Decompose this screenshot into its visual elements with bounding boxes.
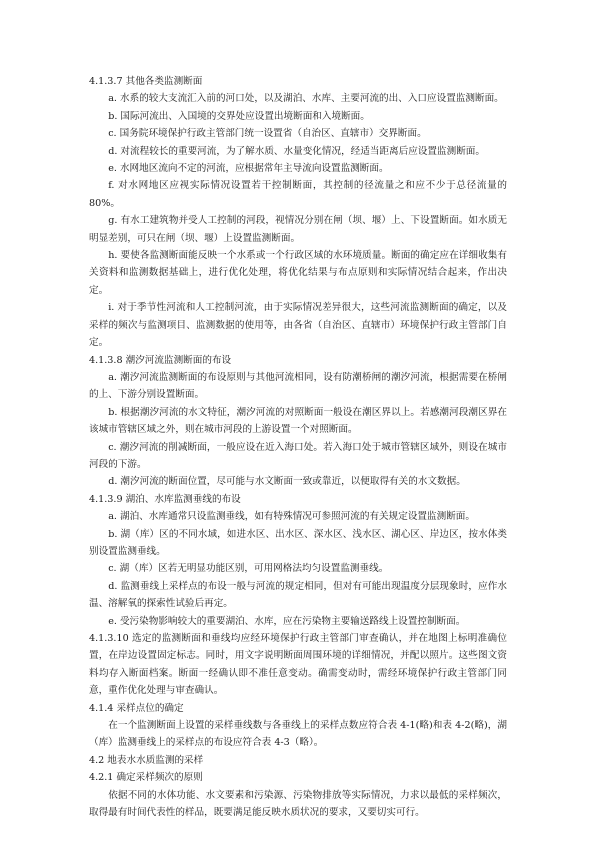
paragraph-a-tributary: a. 水系的较大支流汇入前的河口处，以及湖泊、水库、主要河流的出、入口应设置监测断面。 [108,93,504,105]
heading-4-1-3-7: 4.1.3.7 其他各类监测断面 [89,76,203,87]
paragraph-d-long-river: d. 对流程较长的重要河流，为了解水质、水量变化情况，经适当距离后应设置监测断面。 [108,145,485,157]
paragraph-h-regional-quality: h. 要使各监测断面能反映一个水系或一个行政区域的水环境质量。断面的确定应在详细收集有关资料和监测数据基础上，进行优化处理，将优化结果与布点原则和实际情况结合起来，作出决定。 [89,250,507,296]
paragraph-b-international: b. 国际河流出、入国境的交界处应设置出境断面和入境断面。 [108,110,370,122]
paragraph-lake-a: a. 湖泊、水库通常只设监测垂线，如有特殊情况可参照河流的有关规定设置监测断面。 [108,511,475,523]
heading-4-2: 4.2 地表水水质监测的采样 [89,754,204,766]
heading-4-1-4: 4.1.4 采样点位的确定 [89,702,184,714]
paragraph-tidal-a: a. 潮汐河流监测断面的布设原则与其他河流相同，设有防潮桥闸的潮汐河流，根据需要在桥闸的上、下游分别设置断面。 [89,371,507,401]
paragraph-e-water-network: e. 水网地区流向不定的河流，应根据常年主导流向设置监测断面。 [108,163,389,175]
paragraph-c-provincial: c. 国务院环境保护行政主管部门统一设置省（自治区、直辖市）交界断面。 [108,128,427,140]
paragraph-lake-e: e. 受污染物影响较大的重要湖泊、水库，应在污染物主要输送路线上设置控制断面。 [108,615,466,627]
paragraph-sampling-points: 在一个监测断面上设置的采样垂线数与各垂线上的采样点数应符合表 4-1(略)和表 4-2(略)，湖（库）监测垂线上的采样点的布设应符合表 4-3（略）。 [89,720,507,749]
paragraph-lake-b: b. 湖（库）区的不同水域，如进水区、出水区、深水区、浅水区、湖心区、岸边区，按水体类别设置监测垂线。 [89,528,507,557]
paragraph-tidal-c: c. 潮汐河流的削减断面，一般应设在近入海口处。若入海口处于城市管辖区域外，则设在城市河段的下游。 [89,441,507,470]
paragraph-g-hydraulic: g. 有水工建筑物并受人工控制的河段，视情况分别在闸（坝、堰）上、下设置断面。如水质无明显差别，可只在闸（坝、堰）上设置监测断面。 [89,215,507,244]
paragraph-tidal-b: b. 根据潮汐河流的水文特征，潮汐河流的对照断面一般设在潮区界以上。若感潮河段潮区界在该城市管辖区域之外，则在城市河段的上游设置一个对照断面。 [89,406,507,436]
heading-4-2-1: 4.2.1 确定采样频次的原则 [89,772,203,784]
paragraph-lake-d: d. 监测垂线上采样点的布设一般与河流的规定相同，但对有可能出现温度分层现象时，应作水温、溶解氧的探索性试验后再定。 [89,580,507,610]
paragraph-sampling-frequency: 依据不同的水体功能、水文要素和污染源、污染物排放等实际情况，力求以最低的采样频次，取得最有时间代表性的样品，既要满足能反映水质状况的要求，又要切实可行。 [89,789,507,819]
paragraph-lake-c: c. 湖（库）区若无明显功能区别，可用网格法均匀设置监测垂线。 [108,563,389,575]
paragraph-tidal-d: d. 潮汐河流的断面位置，尽可能与水文断面一致或靠近，以便取得有关的水文数据。 [108,476,466,488]
paragraph-f-control-sections: f. 对水网地区应视实际情况设置若干控制断面，其控制的径流量之和应不少于总径流量的80%。 [89,180,507,209]
heading-4-1-3-9: 4.1.3.9 湖泊、水库监测垂线的布设 [89,493,241,505]
paragraph-i-seasonal: i. 对于季节性河流和人工控制河流，由于实际情况差异很大，这些河流监测断面的确定，以及采样的频次与监测项目、监测数据的使用等，由各省（自治区、直辖市）环境保护行政主管部门自定。 [89,302,507,349]
paragraph-4-1-3-10: 4.1.3.10 选定的监测断面和垂线均应经环境保护行政主管部门审查确认，并在地图上标明准确位置，在岸边设置固定标志。同时，用文字说明断面周围环境的详细情况，并配以照片。这些图文资料均存入断面档案。断面一经确认即不准任意变动。确需变动时，需经环境保护行政主管部门同意，重作优化处理与审查确认。 [89,633,507,697]
heading-4-1-3-8: 4.1.3.8 潮汐河流监测断面的布设 [89,354,232,366]
